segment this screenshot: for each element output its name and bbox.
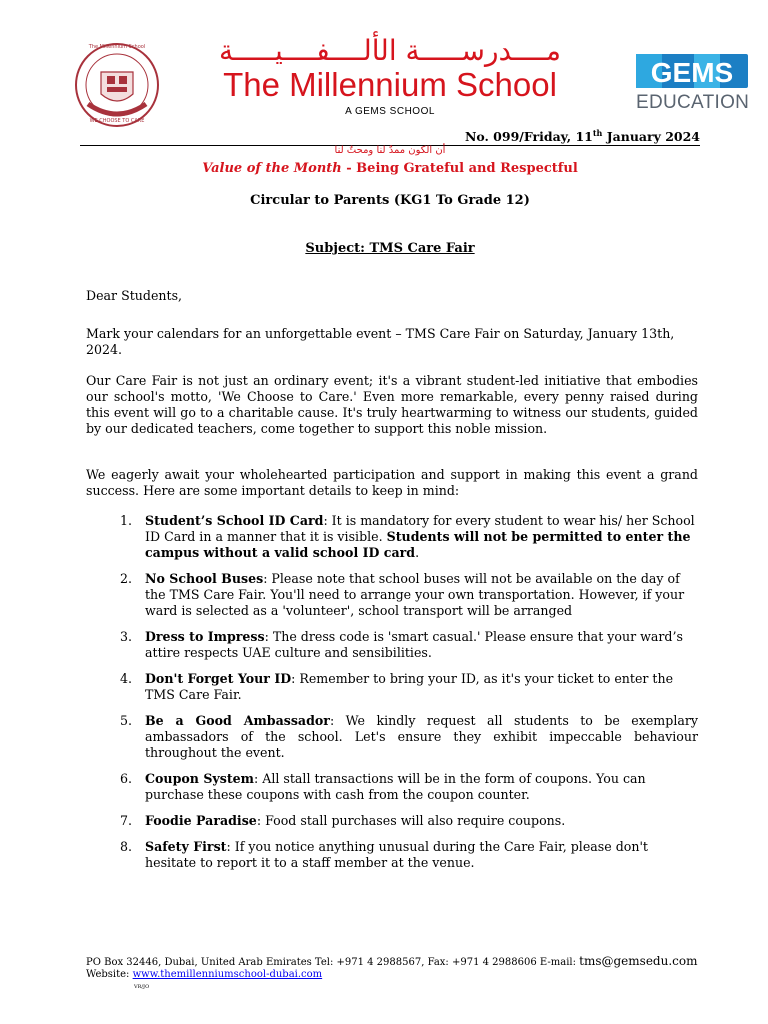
gems-logo (636, 52, 748, 92)
list-item-title: No School Buses (145, 571, 264, 586)
list-item-text: : We kindly request all students to be exemplary ambassadors of the school. Let's ensure they exhibit impeccable behaviour throughout the event. (145, 713, 698, 760)
circular-number-suffix: January 2024 (602, 129, 700, 145)
list-item-number: 8. (120, 839, 133, 854)
list-item-title: Student’s School ID Card (145, 513, 324, 528)
salutation: Dear Students, (86, 288, 183, 303)
list-item-number: 7. (120, 813, 133, 828)
list-item-text: : Please note that school buses will not be available on the day of the TMS Care Fair. You'll need to arrange your own transportation. However, if your ward is selected as a 'volunteer', school transport will be arranged (145, 571, 685, 618)
list-item (120, 771, 698, 803)
school-name: The Millennium School (223, 66, 557, 103)
list-item-number: 2. (120, 571, 133, 586)
value-of-month-label: Value of the Month (202, 161, 342, 176)
footer-website-label: Website: (86, 969, 133, 980)
footer-email: tms@gemsedu.com (579, 954, 698, 968)
footer-contact (86, 954, 697, 968)
list-item (120, 571, 698, 619)
list-item-text: : The dress code is 'smart casual.' Please ensure that your ward’s attire respects UAE culture and sensibilities. (145, 629, 683, 660)
list-item-text: : Remember to bring your ID, as it's your ticket to enter the TMS Care Fair. (145, 671, 674, 702)
subject-line: Subject: TMS Care Fair (305, 241, 475, 256)
list-item (120, 713, 698, 761)
list-item-number: 3. (120, 629, 133, 644)
footer-reference: VR/JO (134, 984, 150, 990)
paragraph-event-date: Mark your calendars for an unforgettable event – TMS Care Fair on Saturday, January 13th, 2024. (86, 326, 675, 357)
list-item-title: Safety First (145, 839, 227, 854)
list-item-text: : If you notice anything unusual during the Care Fair, please don't hesitate to report it to a staff member at the venue. (145, 839, 648, 870)
list-item-title: Coupon System (145, 771, 254, 786)
circular-number-prefix: No. 099/Friday, 11 (464, 129, 593, 145)
list-item-number: 5. (120, 713, 133, 728)
list-item-number: 4. (120, 671, 133, 686)
list-item-tail: . (415, 545, 420, 560)
footer-address: PO Box 32446, Dubai, United Arab Emirates Tel: +971 4 2988567, Fax: +971 4 2988606 E-mail: (86, 957, 580, 968)
list-item-number: 1. (120, 513, 133, 528)
paragraph-participation: We eagerly await your wholehearted participation and support in making this event a grand success. Here are some important details to keep in mind: (86, 467, 698, 498)
circular-number (465, 128, 700, 144)
list-item-text: : Food stall purchases will also require coupons. (256, 813, 566, 828)
list-item (120, 839, 698, 871)
crest-top-text: The Millennium School (88, 44, 146, 50)
list-item-title: Be a Good Ambassador (145, 713, 330, 728)
crest-bottom-text: WE CHOOSE TO CARE (89, 118, 145, 124)
list-item-title: Don't Forget Your ID (145, 671, 292, 686)
circular-number-sup: th (592, 128, 603, 138)
gems-school-subtitle: A GEMS SCHOOL (345, 106, 435, 117)
value-of-month (80, 161, 700, 176)
list-item-title: Dress to Impress (145, 629, 265, 644)
value-arabic-text: أن الكون ممدٌ لنا ومحتٌ لنا (334, 145, 446, 156)
details-list (120, 513, 698, 881)
list-item-number: 6. (120, 771, 133, 786)
gems-education-label: EDUCATION (636, 92, 750, 113)
list-item (120, 513, 698, 561)
paragraph-care-fair: Our Care Fair is not just an ordinary event; it's a vibrant student-led initiative that embodies our school's motto, 'We Choose to Care.' Even more remarkable, every penny raised during this event will go to a charitable cause. It's truly heartwarming to witness our students, guided by our dedicated teachers, come together to support this noble mission. (86, 373, 698, 436)
list-item-bold-text: Students will not be permitted to enter the campus without a valid school ID card (145, 529, 691, 560)
website-link[interactable]: www.themillenniumschool-dubai.com (132, 969, 323, 980)
list-item-title: Foodie Paradise (145, 813, 257, 828)
list-item (120, 671, 698, 703)
crest-motto (74, 44, 160, 124)
footer-website (86, 969, 322, 980)
list-item (120, 813, 698, 829)
gems-logo-text: GEMS (650, 57, 734, 88)
list-item (120, 629, 698, 661)
value-of-month-text: - Being Grateful and Respectful (341, 161, 578, 176)
circular-title: Circular to Parents (KG1 To Grade 12) (250, 193, 530, 208)
list-item-text: : It is mandatory for every student to wear his/ her School ID Card in a manner that it is visible. (145, 513, 695, 544)
list-item-text: : All stall transactions will be in the form of coupons. You can purchase these coupons with cash from the coupon counter. (145, 771, 646, 802)
school-name-arabic: مــــدرســـــة الألــــفــــيـــــة (218, 34, 562, 67)
